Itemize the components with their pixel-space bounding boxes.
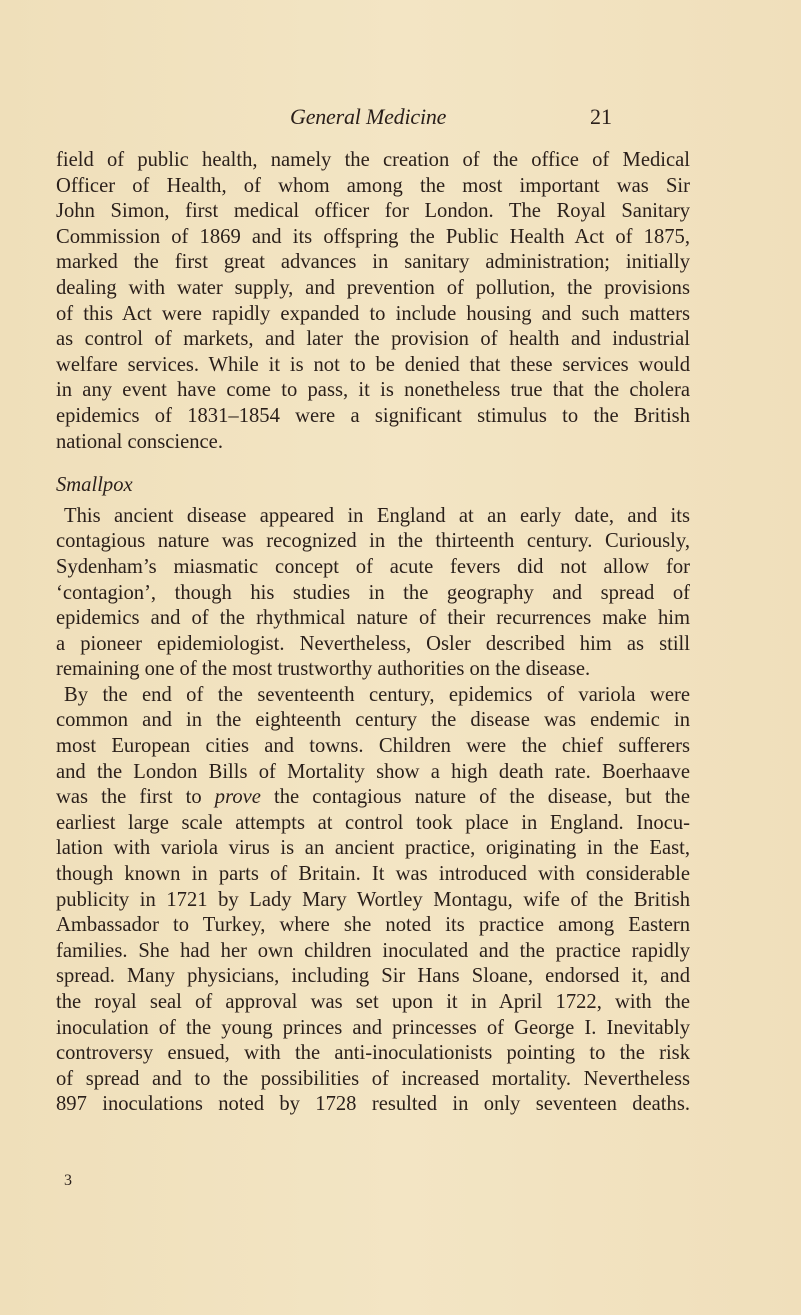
text-line: common and in the eighteenth century the disease was endemic in [56, 709, 690, 732]
text-line: This ancient disease appeared in England at an early date, and its [64, 504, 690, 527]
text-line: welfare services. While it is not to be denied that these services would [56, 353, 690, 376]
text-line: By the end of the seventeenth century, epidemics of variola were [64, 683, 690, 706]
text-line: families. She had her own children inoculated and the practice rapidly [56, 939, 690, 962]
text-line: inoculation of the young princes and princesses of George I. Inevitably [56, 1016, 690, 1039]
running-title: General Medicine [290, 104, 447, 129]
signature-mark: 3 [64, 1172, 72, 1189]
text-line: of spread and to the possibilities of increased mortality. Nevertheless [56, 1067, 690, 1090]
text-line: most European cities and towns. Children were the chief sufferers [56, 735, 690, 758]
text-run: was the first to [56, 786, 215, 809]
text-line [56, 785, 690, 811]
text-line: contagious nature was recognized in the thirteenth century. Curiously, [56, 530, 690, 553]
text-line: Commission of 1869 and its offspring the Public Health Act of 1875, [56, 225, 690, 248]
text-line: marked the first great advances in sanitary administration; initially [56, 251, 690, 274]
text-line: 897 inoculations noted by 1728 resulted in only seventeen deaths. [56, 1093, 690, 1116]
paragraph-public-health [56, 148, 690, 455]
text-line: controversy ensued, with the anti-inoculationists pointing to the risk [56, 1042, 690, 1065]
text-run: the contagious nature of the disease, but the [260, 786, 690, 809]
text-line: a pioneer epidemiologist. Nevertheless, Osler described him as still [56, 632, 690, 655]
text-line: field of public health, namely the creation of the office of Medical [56, 149, 690, 171]
paragraph-variola [56, 683, 690, 1118]
text-line: earliest large scale attempts at control took place in England. Inocu- [56, 811, 690, 834]
text-line: Sydenham’s miasmatic concept of acute fevers did not allow for [56, 555, 690, 578]
text-line: and the London Bills of Mortality show a high death rate. Boerhaave [56, 760, 690, 783]
text-line: Ambassador to Turkey, where she noted its practice among Eastern [56, 914, 690, 937]
text-line: of this Act were rapidly expanded to include housing and such matters [56, 302, 690, 325]
emphasis: prove [214, 786, 261, 809]
text-line: epidemics of 1831–1854 were a significant stimulus to the British [56, 404, 690, 427]
text-line: the royal seal of approval was set upon it in April 1722, with the [56, 991, 690, 1013]
text-line: Officer of Health, of whom among the most important was Sir [56, 174, 690, 197]
text-line: in any event have come to pass, it is nonetheless true that the cholera [56, 379, 690, 402]
paragraph-smallpox-intro [56, 504, 690, 683]
text-line: though known in parts of Britain. It was introduced with considerable [56, 863, 690, 886]
text-line: dealing with water supply, and prevention of pollution, the provisions [56, 276, 690, 299]
text-line: national conscience. [56, 430, 223, 453]
text-line: publicity in 1721 by Lady Mary Wortley Montagu, wife of the British [56, 888, 690, 911]
text-line: remaining one of the most trustworthy authorities on the disease. [56, 658, 591, 681]
body-text [56, 148, 690, 1118]
section-heading: Smallpox [56, 474, 133, 497]
text-line: lation with variola virus is an ancient practice, originating in the East, [56, 837, 690, 860]
text-line: John Simon, first medical officer for London. The Royal Sanitary [56, 200, 690, 223]
text-line: ‘contagion’, though his studies in the geography and spread of [56, 581, 690, 604]
text-line: spread. Many physicians, including Sir Hans Sloane, endorsed it, and [56, 965, 690, 988]
page-number: 21 [590, 104, 612, 129]
text-line: epidemics and of the rhythmical nature of their recurrences make him [56, 607, 690, 630]
text-line: as control of markets, and later the provision of health and industrial [56, 328, 690, 351]
running-head [0, 104, 801, 134]
